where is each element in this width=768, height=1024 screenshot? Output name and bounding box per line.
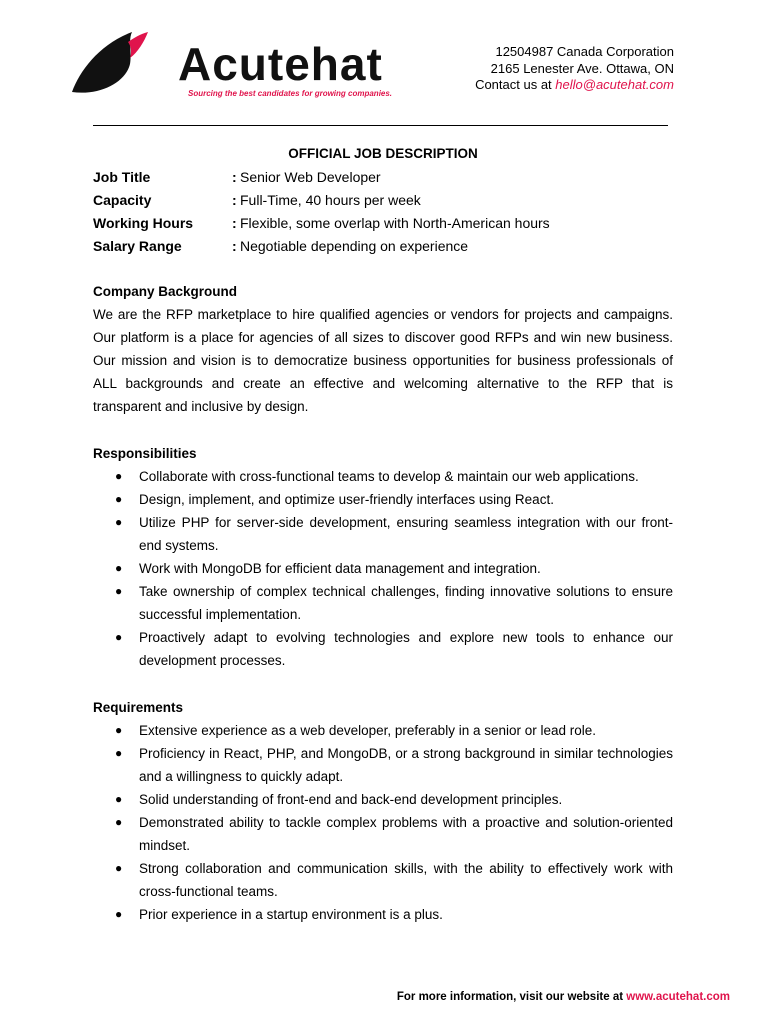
field-value: Full-Time, 40 hours per week [240,192,421,208]
list-item [93,465,673,488]
feather-wing-icon [70,30,150,98]
list-item-text: Collaborate with cross-functional teams to develop & maintain our web applications. [139,469,639,484]
list-item [93,511,673,557]
responsibilities-list [93,465,673,672]
list-item-text: Prior experience in a startup environment is a plus. [139,907,443,922]
company-registration: 12504987 Canada Corporation [495,44,674,59]
list-item [93,580,673,626]
bullet-icon: ● [115,584,123,598]
footer [397,991,730,1003]
bullet-icon: ● [115,630,123,644]
list-item-text: Design, implement, and optimize user-friendly interfaces using React. [139,492,554,507]
brand-tagline: Sourcing the best candidates for growing companies. [188,89,393,98]
list-item-text: Extensive experience as a web developer, preferably in a senior or lead role. [139,723,597,738]
field-colon: : [232,169,237,185]
document-title: OFFICIAL JOB DESCRIPTION [288,146,478,161]
list-item [93,488,673,511]
bullet-icon: ● [115,723,123,737]
field-working-hours [93,215,673,238]
list-item-text: Proactively adapt to evolving technologies and explore new tools to enhance our development processes. [139,630,673,668]
list-item [93,557,673,580]
bullet-icon: ● [115,515,123,529]
background-paragraph: We are the RFP marketplace to hire qualified agencies or vendors for projects and campaigns. Our platform is a place for agencies of all sizes to discover good RFPs and win new business. Our mission and vision is to democratize business opportunities for business professionals of ALL backgrounds and create an effective and welcoming alternative to the RFP that is transparent and inclusive by design. [93,307,673,414]
field-value: Flexible, some overlap with North-American hours [240,215,550,231]
list-item [93,811,673,857]
list-item-text: Strong collaboration and communication skills, with the ability to effectively work with cross-functional teams. [139,861,673,899]
list-item [93,857,673,903]
list-item-text: Work with MongoDB for efficient data management and integration. [139,561,541,576]
requirements-list [93,719,673,926]
list-item [93,788,673,811]
bullet-icon: ● [115,469,123,483]
bullet-icon: ● [115,815,123,829]
field-colon: : [232,192,237,208]
company-contact [475,77,674,94]
field-salary-range [93,238,673,261]
field-colon: : [232,238,237,254]
email-link[interactable]: hello@acutehat.com [555,77,674,92]
field-job-title [93,169,673,192]
list-item-text: Solid understanding of front-end and back-end development principles. [139,792,563,807]
company-address: 2165 Lenester Ave. Ottawa, ON [490,60,674,76]
bullet-icon: ● [115,561,123,575]
field-capacity [93,192,673,215]
list-item-text: Demonstrated ability to tackle complex problems with a proactive and solution-oriented mindset. [139,815,673,853]
brand-name: Acutehat [178,38,383,90]
list-item [93,903,673,926]
bullet-icon: ● [115,492,123,506]
field-label: Job Title [93,169,151,185]
bullet-icon: ● [115,861,123,875]
field-label: Capacity [93,192,152,208]
company-info [475,44,674,94]
bullet-icon: ● [115,792,123,806]
list-item-text: Utilize PHP for server-side development, ensuring seamless integration with our front-end systems. [139,515,673,553]
field-label: Salary Range [93,238,182,254]
field-value: Negotiable depending on experience [240,238,469,254]
bullet-icon: ● [115,746,123,760]
field-value: Senior Web Developer [240,169,381,185]
footer-prefix: For more information, visit our website at [396,991,627,1003]
list-item-text: Proficiency in React, PHP, and MongoDB, or a strong background in similar technologies and a willingness to quickly adapt. [139,746,673,784]
section-heading-background: Company Background [93,284,238,299]
list-item [93,626,673,672]
header-divider [93,125,668,126]
list-item [93,742,673,788]
website-link[interactable]: www.acutehat.com [626,991,730,1003]
list-item [93,719,673,742]
field-colon: : [232,215,237,231]
contact-prefix: Contact us at [475,77,556,92]
section-heading-responsibilities: Responsibilities [93,446,197,461]
section-heading-requirements: Requirements [93,700,184,715]
list-item-text: Take ownership of complex technical challenges, finding innovative solutions to ensure successful implementation. [139,584,673,622]
bullet-icon: ● [115,907,123,921]
field-label: Working Hours [93,215,194,231]
